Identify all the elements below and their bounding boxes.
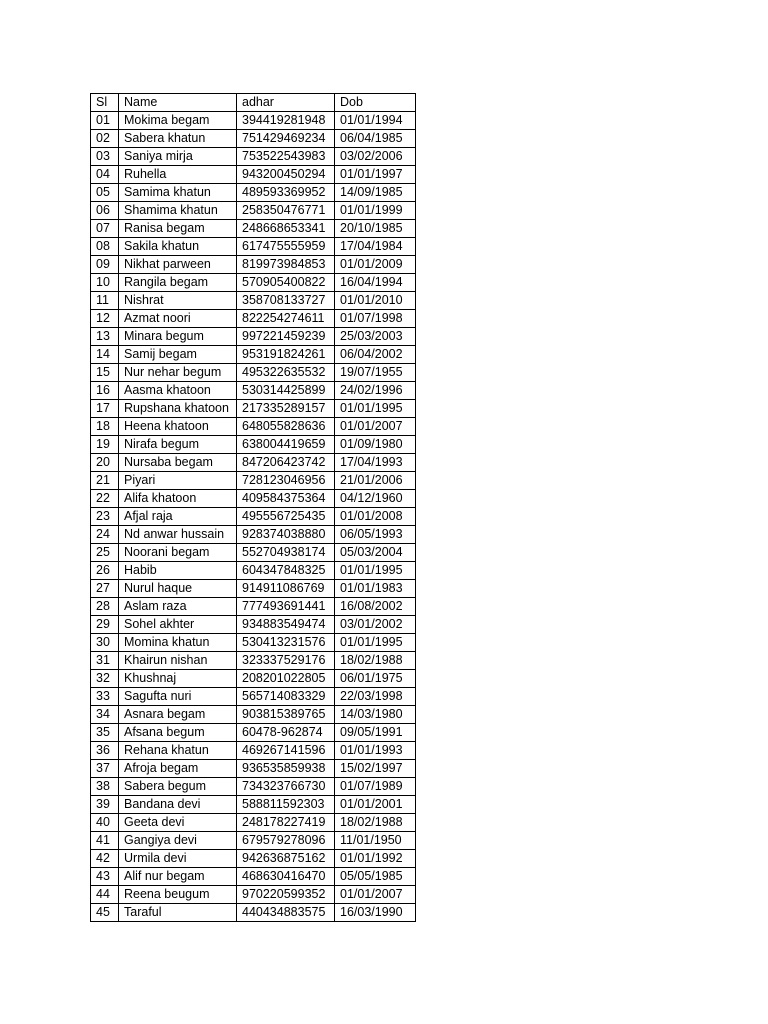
cell-dob: 05/03/2004 xyxy=(335,544,416,562)
cell-sl: 20 xyxy=(91,454,119,472)
cell-adhar: 552704938174 xyxy=(237,544,335,562)
cell-adhar: 753522543983 xyxy=(237,148,335,166)
table-row xyxy=(91,634,416,652)
cell-name: Khushnaj xyxy=(119,670,237,688)
cell-adhar: 734323766730 xyxy=(237,778,335,796)
cell-sl: 19 xyxy=(91,436,119,454)
cell-name: Habib xyxy=(119,562,237,580)
cell-sl: 02 xyxy=(91,130,119,148)
table-row xyxy=(91,760,416,778)
cell-name: Momina khatun xyxy=(119,634,237,652)
cell-adhar: 530314425899 xyxy=(237,382,335,400)
cell-name: Mokima begam xyxy=(119,112,237,130)
table-row xyxy=(91,274,416,292)
cell-name: Samima khatun xyxy=(119,184,237,202)
cell-adhar: 495556725435 xyxy=(237,508,335,526)
cell-adhar: 570905400822 xyxy=(237,274,335,292)
table-row xyxy=(91,184,416,202)
cell-adhar: 565714083329 xyxy=(237,688,335,706)
cell-dob: 18/02/1988 xyxy=(335,652,416,670)
cell-name: Alifa khatoon xyxy=(119,490,237,508)
table-row xyxy=(91,454,416,472)
cell-adhar: 489593369952 xyxy=(237,184,335,202)
cell-name: Piyari xyxy=(119,472,237,490)
cell-sl: 13 xyxy=(91,328,119,346)
cell-adhar: 248178227419 xyxy=(237,814,335,832)
cell-adhar: 728123046956 xyxy=(237,472,335,490)
cell-adhar: 530413231576 xyxy=(237,634,335,652)
cell-dob: 17/04/1984 xyxy=(335,238,416,256)
cell-name: Nikhat parween xyxy=(119,256,237,274)
cell-dob: 03/02/2006 xyxy=(335,148,416,166)
cell-adhar: 440434883575 xyxy=(237,904,335,922)
cell-sl: 21 xyxy=(91,472,119,490)
cell-sl: 45 xyxy=(91,904,119,922)
cell-sl: 34 xyxy=(91,706,119,724)
cell-dob: 21/01/2006 xyxy=(335,472,416,490)
cell-sl: 42 xyxy=(91,850,119,868)
cell-adhar: 914911086769 xyxy=(237,580,335,598)
table-row xyxy=(91,544,416,562)
cell-sl: 40 xyxy=(91,814,119,832)
cell-dob: 05/05/1985 xyxy=(335,868,416,886)
cell-adhar: 617475555959 xyxy=(237,238,335,256)
cell-dob: 11/01/1950 xyxy=(335,832,416,850)
cell-adhar: 942636875162 xyxy=(237,850,335,868)
cell-sl: 37 xyxy=(91,760,119,778)
cell-dob: 16/08/2002 xyxy=(335,598,416,616)
cell-adhar: 394419281948 xyxy=(237,112,335,130)
cell-sl: 36 xyxy=(91,742,119,760)
cell-dob: 01/07/1998 xyxy=(335,310,416,328)
table-row xyxy=(91,526,416,544)
cell-name: Geeta devi xyxy=(119,814,237,832)
cell-sl: 15 xyxy=(91,364,119,382)
cell-adhar: 409584375364 xyxy=(237,490,335,508)
cell-dob: 06/01/1975 xyxy=(335,670,416,688)
table-row xyxy=(91,112,416,130)
beneficiary-table xyxy=(90,93,416,922)
cell-dob: 19/07/1955 xyxy=(335,364,416,382)
cell-name: Afjal raja xyxy=(119,508,237,526)
cell-name: Heena khatoon xyxy=(119,418,237,436)
cell-name: Saniya mirja xyxy=(119,148,237,166)
cell-sl: 29 xyxy=(91,616,119,634)
cell-adhar: 777493691441 xyxy=(237,598,335,616)
cell-sl: 43 xyxy=(91,868,119,886)
cell-name: Afroja begam xyxy=(119,760,237,778)
table-row xyxy=(91,328,416,346)
table-row xyxy=(91,598,416,616)
cell-dob: 15/02/1997 xyxy=(335,760,416,778)
cell-name: Ruhella xyxy=(119,166,237,184)
cell-name: Aasma khatoon xyxy=(119,382,237,400)
table-row xyxy=(91,436,416,454)
cell-name: Ranisa begam xyxy=(119,220,237,238)
cell-adhar: 468630416470 xyxy=(237,868,335,886)
cell-sl: 12 xyxy=(91,310,119,328)
cell-sl: 32 xyxy=(91,670,119,688)
cell-dob: 01/01/1995 xyxy=(335,562,416,580)
cell-dob: 03/01/2002 xyxy=(335,616,416,634)
cell-name: Khairun nishan xyxy=(119,652,237,670)
cell-sl: 17 xyxy=(91,400,119,418)
table-row xyxy=(91,850,416,868)
table-row xyxy=(91,706,416,724)
cell-dob: 01/01/2001 xyxy=(335,796,416,814)
table-row xyxy=(91,868,416,886)
cell-name: Nurul haque xyxy=(119,580,237,598)
cell-dob: 14/09/1985 xyxy=(335,184,416,202)
cell-sl: 27 xyxy=(91,580,119,598)
cell-name: Sagufta nuri xyxy=(119,688,237,706)
cell-sl: 22 xyxy=(91,490,119,508)
cell-dob: 01/01/1983 xyxy=(335,580,416,598)
cell-adhar: 248668653341 xyxy=(237,220,335,238)
table-row xyxy=(91,130,416,148)
header-name: Name xyxy=(119,94,237,112)
cell-adhar: 679579278096 xyxy=(237,832,335,850)
cell-name: Sohel akhter xyxy=(119,616,237,634)
table-row xyxy=(91,490,416,508)
table-row xyxy=(91,220,416,238)
cell-dob: 01/09/1980 xyxy=(335,436,416,454)
cell-sl: 04 xyxy=(91,166,119,184)
table-row xyxy=(91,238,416,256)
table-row xyxy=(91,346,416,364)
cell-sl: 41 xyxy=(91,832,119,850)
cell-adhar: 208201022805 xyxy=(237,670,335,688)
cell-dob: 01/01/1995 xyxy=(335,400,416,418)
table-row xyxy=(91,310,416,328)
cell-name: Sabera begum xyxy=(119,778,237,796)
cell-adhar: 936535859938 xyxy=(237,760,335,778)
cell-name: Sabera khatun xyxy=(119,130,237,148)
cell-adhar: 997221459239 xyxy=(237,328,335,346)
cell-sl: 38 xyxy=(91,778,119,796)
cell-sl: 28 xyxy=(91,598,119,616)
cell-sl: 01 xyxy=(91,112,119,130)
cell-dob: 09/05/1991 xyxy=(335,724,416,742)
cell-dob: 01/01/2009 xyxy=(335,256,416,274)
cell-sl: 09 xyxy=(91,256,119,274)
table-row xyxy=(91,364,416,382)
cell-name: Nirafa begum xyxy=(119,436,237,454)
header-sl: Sl xyxy=(91,94,119,112)
table-row xyxy=(91,418,416,436)
cell-sl: 18 xyxy=(91,418,119,436)
cell-adhar: 943200450294 xyxy=(237,166,335,184)
cell-adhar: 495322635532 xyxy=(237,364,335,382)
table-row xyxy=(91,796,416,814)
cell-dob: 01/01/1997 xyxy=(335,166,416,184)
cell-sl: 10 xyxy=(91,274,119,292)
cell-dob: 14/03/1980 xyxy=(335,706,416,724)
cell-name: Nursaba begam xyxy=(119,454,237,472)
cell-name: Urmila devi xyxy=(119,850,237,868)
table-row xyxy=(91,580,416,598)
cell-dob: 20/10/1985 xyxy=(335,220,416,238)
cell-dob: 01/01/2007 xyxy=(335,418,416,436)
cell-adhar: 928374038880 xyxy=(237,526,335,544)
cell-adhar: 258350476771 xyxy=(237,202,335,220)
cell-sl: 25 xyxy=(91,544,119,562)
cell-sl: 23 xyxy=(91,508,119,526)
cell-name: Azmat noori xyxy=(119,310,237,328)
cell-sl: 14 xyxy=(91,346,119,364)
cell-sl: 24 xyxy=(91,526,119,544)
cell-dob: 01/01/1995 xyxy=(335,634,416,652)
cell-sl: 39 xyxy=(91,796,119,814)
cell-adhar: 604347848325 xyxy=(237,562,335,580)
table-row xyxy=(91,400,416,418)
table-row xyxy=(91,202,416,220)
cell-dob: 17/04/1993 xyxy=(335,454,416,472)
cell-adhar: 822254274611 xyxy=(237,310,335,328)
cell-adhar: 60478-962874 xyxy=(237,724,335,742)
cell-name: Rupshana khatoon xyxy=(119,400,237,418)
header-adhar: adhar xyxy=(237,94,335,112)
table-row xyxy=(91,814,416,832)
cell-sl: 05 xyxy=(91,184,119,202)
table-row xyxy=(91,886,416,904)
cell-adhar: 970220599352 xyxy=(237,886,335,904)
cell-adhar: 323337529176 xyxy=(237,652,335,670)
cell-adhar: 751429469234 xyxy=(237,130,335,148)
cell-name: Nishrat xyxy=(119,292,237,310)
cell-adhar: 638004419659 xyxy=(237,436,335,454)
cell-adhar: 819973984853 xyxy=(237,256,335,274)
cell-sl: 33 xyxy=(91,688,119,706)
cell-name: Nur nehar begum xyxy=(119,364,237,382)
cell-name: Nd anwar hussain xyxy=(119,526,237,544)
header-dob: Dob xyxy=(335,94,416,112)
table-row xyxy=(91,562,416,580)
cell-dob: 01/01/1992 xyxy=(335,850,416,868)
cell-sl: 08 xyxy=(91,238,119,256)
table-row xyxy=(91,256,416,274)
cell-adhar: 903815389765 xyxy=(237,706,335,724)
cell-dob: 04/12/1960 xyxy=(335,490,416,508)
cell-sl: 07 xyxy=(91,220,119,238)
table-row xyxy=(91,742,416,760)
cell-name: Rehana khatun xyxy=(119,742,237,760)
cell-adhar: 358708133727 xyxy=(237,292,335,310)
cell-adhar: 217335289157 xyxy=(237,400,335,418)
cell-name: Alif nur begam xyxy=(119,868,237,886)
cell-name: Shamima khatun xyxy=(119,202,237,220)
table-row xyxy=(91,652,416,670)
cell-dob: 01/01/1993 xyxy=(335,742,416,760)
cell-sl: 26 xyxy=(91,562,119,580)
cell-sl: 30 xyxy=(91,634,119,652)
cell-name: Gangiya devi xyxy=(119,832,237,850)
cell-name: Aslam raza xyxy=(119,598,237,616)
cell-name: Bandana devi xyxy=(119,796,237,814)
cell-sl: 06 xyxy=(91,202,119,220)
cell-sl: 35 xyxy=(91,724,119,742)
cell-dob: 06/04/1985 xyxy=(335,130,416,148)
cell-adhar: 847206423742 xyxy=(237,454,335,472)
table-row xyxy=(91,508,416,526)
table-row xyxy=(91,670,416,688)
cell-name: Noorani begam xyxy=(119,544,237,562)
cell-adhar: 953191824261 xyxy=(237,346,335,364)
cell-name: Sakila khatun xyxy=(119,238,237,256)
cell-dob: 01/01/2007 xyxy=(335,886,416,904)
cell-sl: 44 xyxy=(91,886,119,904)
cell-name: Asnara begam xyxy=(119,706,237,724)
table-row xyxy=(91,472,416,490)
table-row xyxy=(91,148,416,166)
cell-adhar: 588811592303 xyxy=(237,796,335,814)
cell-sl: 03 xyxy=(91,148,119,166)
cell-dob: 01/07/1989 xyxy=(335,778,416,796)
table-row xyxy=(91,166,416,184)
table-body xyxy=(91,112,416,922)
cell-name: Taraful xyxy=(119,904,237,922)
cell-dob: 06/05/1993 xyxy=(335,526,416,544)
cell-dob: 01/01/1994 xyxy=(335,112,416,130)
cell-sl: 11 xyxy=(91,292,119,310)
table-row xyxy=(91,904,416,922)
table-row xyxy=(91,292,416,310)
table-row xyxy=(91,382,416,400)
cell-dob: 01/01/2008 xyxy=(335,508,416,526)
cell-name: Samij begam xyxy=(119,346,237,364)
cell-dob: 16/04/1994 xyxy=(335,274,416,292)
cell-dob: 01/01/2010 xyxy=(335,292,416,310)
cell-dob: 25/03/2003 xyxy=(335,328,416,346)
cell-dob: 06/04/2002 xyxy=(335,346,416,364)
table-row xyxy=(91,832,416,850)
table-row xyxy=(91,724,416,742)
cell-dob: 18/02/1988 xyxy=(335,814,416,832)
table-row xyxy=(91,616,416,634)
cell-dob: 22/03/1998 xyxy=(335,688,416,706)
cell-adhar: 469267141596 xyxy=(237,742,335,760)
cell-adhar: 648055828636 xyxy=(237,418,335,436)
cell-adhar: 934883549474 xyxy=(237,616,335,634)
table-header-row xyxy=(91,94,416,112)
table-row xyxy=(91,688,416,706)
cell-name: Minara begum xyxy=(119,328,237,346)
cell-dob: 16/03/1990 xyxy=(335,904,416,922)
cell-sl: 16 xyxy=(91,382,119,400)
table-row xyxy=(91,778,416,796)
cell-sl: 31 xyxy=(91,652,119,670)
cell-name: Afsana begum xyxy=(119,724,237,742)
cell-name: Rangila begam xyxy=(119,274,237,292)
cell-dob: 01/01/1999 xyxy=(335,202,416,220)
cell-name: Reena beugum xyxy=(119,886,237,904)
cell-dob: 24/02/1996 xyxy=(335,382,416,400)
